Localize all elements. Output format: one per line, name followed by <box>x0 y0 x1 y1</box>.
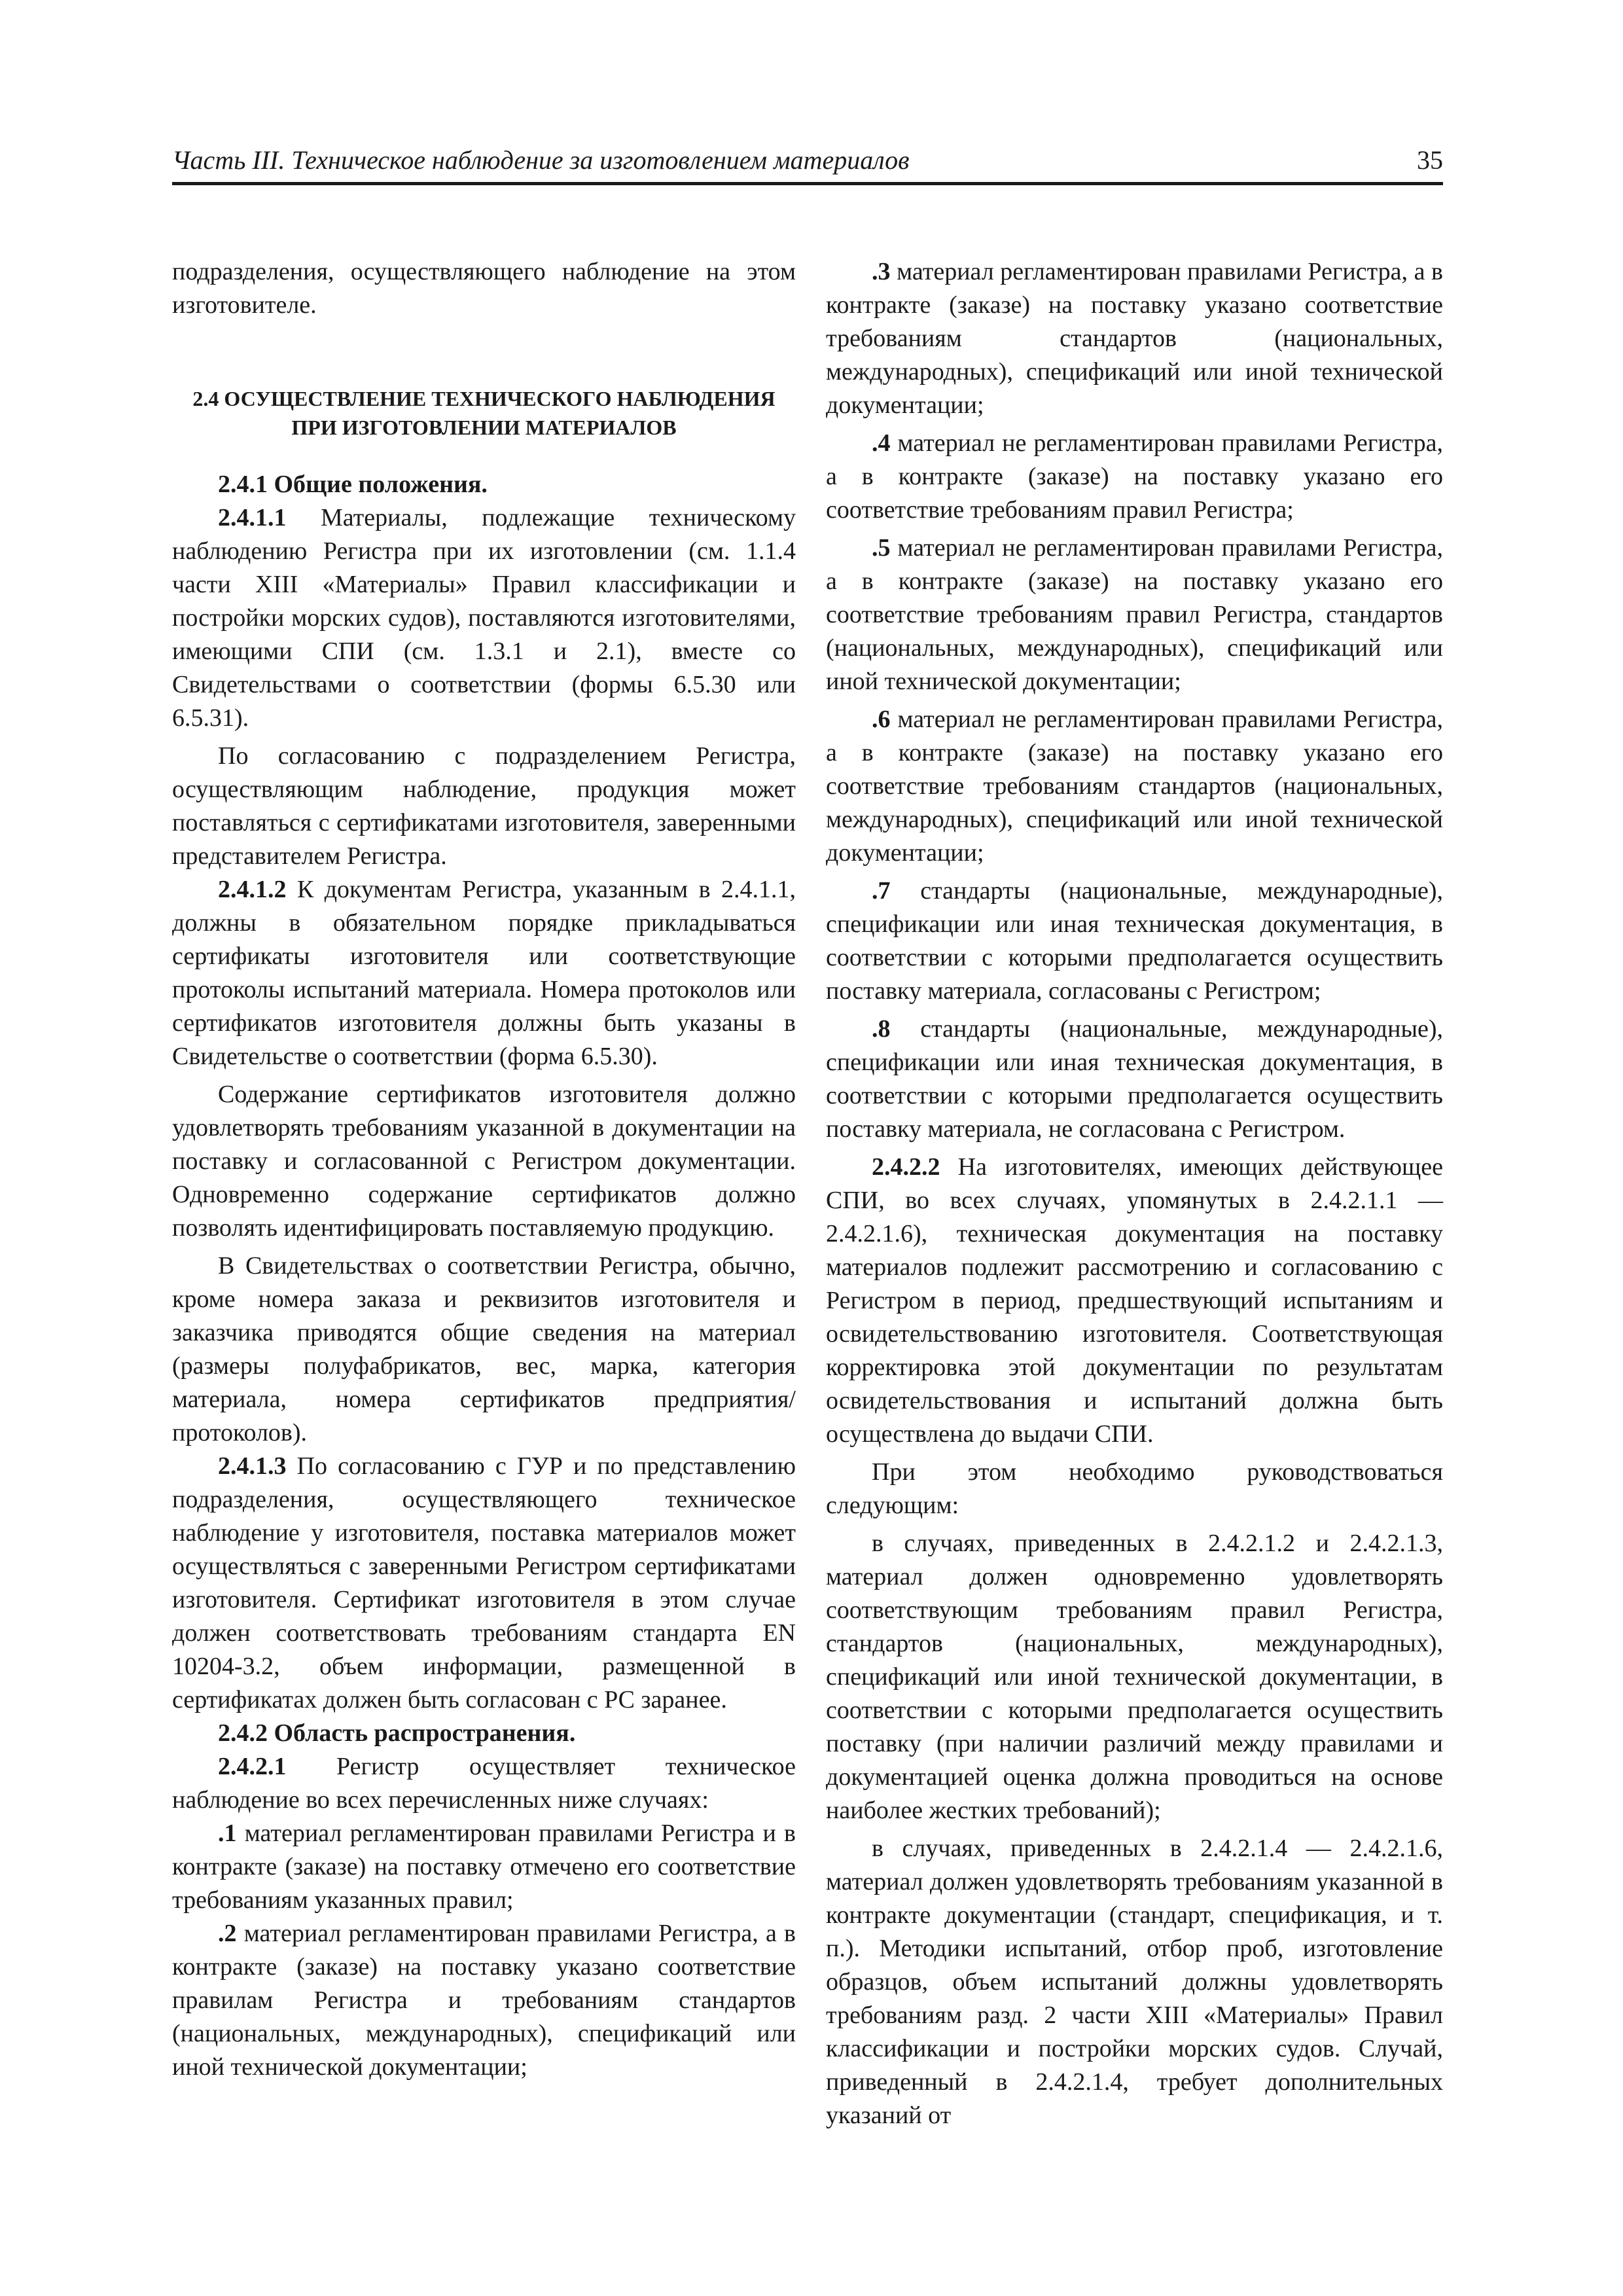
list-item-6 <box>826 703 1443 870</box>
running-header <box>172 143 1443 185</box>
list-item-3 <box>826 255 1443 422</box>
clause-text: К документам Регистра, указанным в 2.4.1.1, должны в обязательном порядке прикладываться сертификаты изготовителя или соответствующие протоколы испытаний материала. Номера протоколов или сертификатов изготовителя должны быть указаны в Свидетельстве о соответствии (форма 6.5.30). <box>172 876 796 1070</box>
clause-number: 2.4.1.2 <box>218 876 287 903</box>
clause-text: Материалы, подлежащие техническому наблюдению Регистра при их изготовлении (см. 1.1.4 части XIII «Материалы» Правил классификации и постройки морских судов), поставляются изготовителями, имеющими СПИ (см. 1.3.1 и 2.1), вместе со Свидетельствами о соответствии (формы 6.5.30 или 6.5.31). <box>172 504 796 732</box>
clause-text: По согласованию с ГУР и по представлению подразделения, осуществляющего техническое наблюдение у изготовителя, поставка материалов может осуществляться с заверенными Регистром сертификатами изготовителя. Сертификат изготовителя в этом случае должен соответствовать требованиям стандарта EN 10204-3.2, объем информации, размещенной в сертификатах должен быть согласован с РС заранее. <box>172 1452 796 1713</box>
item-number: .2 <box>218 1920 237 1947</box>
item-text: стандарты (национальные, международные), спецификации или иная техническая документация, в соответствии с которыми предполагается осуществить поставку материала, не согласована с Регистром. <box>826 1015 1443 1143</box>
item-number: .4 <box>872 429 891 457</box>
header-title: Часть III. Техническое наблюдение за изготовлением материалов <box>172 145 910 175</box>
clause-text: На изготовителях, имеющих действующее СПИ, во всех случаях, упомянутых в 2.4.2.1.1 — 2.4.2.1.6), техническая документация на поставку материалов подлежит рассмотрению и согласованию с Регистром в период, предшествующий испытаниям и освидетельствованию изготовителя. Соответствующая корректировка этой документации по результатам освидетельствования и испытаний должна быть осуществлена до выдачи СПИ. <box>826 1153 1443 1448</box>
item-text: стандарты (национальные, международные), спецификации или иная техническая документация, в соответствии с которыми предполагается осуществить поставку материала, согласованы с Регистром; <box>826 877 1443 1005</box>
right-column <box>826 255 1443 2132</box>
item-text: материал регламентирован правилами Регистра, а в контракте (заказе) на поставку указано соответствие требованиям стандартов (национальных, международных), спецификаций или иной технической документации; <box>826 258 1443 419</box>
list-item-7 <box>826 874 1443 1008</box>
paragraph-2-4-2-1 <box>172 1750 796 1817</box>
clause-number: 2.4.1.3 <box>218 1452 287 1480</box>
item-number: .1 <box>218 1820 237 1847</box>
paragraph-2-4-1-2 <box>172 873 796 1073</box>
item-number: .3 <box>872 258 891 285</box>
paragraph-certificate-content: Содержание сертификатов изготовителя должно удовлетворять требованиям указанной в документации на поставку и согласованной с Регистром документации. Одновременно содержание сертификатов должно позволять идентифицировать поставляемую продукцию. <box>172 1081 796 1242</box>
item-text: материал не регламентирован правилами Регистра, а в контракте (заказе) на поставку указано его соответствие требованиям стандартов (национальных, международных), спецификаций или иной технической документации; <box>826 706 1443 867</box>
paragraph-guidance: При этом необходимо руководствоваться следующим: <box>826 1458 1443 1519</box>
left-column <box>172 255 796 2084</box>
paragraph-2-4-1-1 <box>172 501 796 735</box>
paragraph-certificates-info: В Свидетельствах о соответствии Регистра, обычно, кроме номера заказа и реквизитов изготовителя и заказчика приводятся общие сведения на материал (размеры полуфабрикатов, вес, марка, категория материала, номера сертификатов предприятия/протоколов). <box>172 1252 796 1446</box>
clause-text: Регистр осуществляет техническое наблюдение во всех перечисленных ниже случаях: <box>172 1753 796 1814</box>
page-number: 35 <box>1417 145 1443 175</box>
list-item-1 <box>172 1817 796 1917</box>
subsection-heading-2-4-1 <box>172 468 796 501</box>
item-text: материал не регламентирован правилами Регистра, а в контракте (заказе) на поставку указано его соответствие требованиям правил Регистра, стандартов (национальных, международных), спецификаций или иной технической документации; <box>826 534 1443 695</box>
list-item-2 <box>172 1917 796 2084</box>
paragraph-cases-2-4-2-1-2: в случаях, приведенных в 2.4.2.1.2 и 2.4.2.1.3, материал должен одновременно удовлетворять соответствующим требованиям правил Регистра, стандартов (национальных, международных), спецификаций или иной технической документации, в соответствии с которыми предполагается осуществить поставку (при наличии различий между правилами и документацией оценка должна проводиться на основе наиболее жестких требований); <box>826 1530 1443 1824</box>
item-number: .5 <box>872 534 891 562</box>
paragraph-2-4-2-2 <box>826 1151 1443 1451</box>
paragraph-agreement: По согласованию с подразделением Регистра, осуществляющим наблюдение, продукция может поставляться с сертификатами изготовителя, заверенными представителем Регистра. <box>172 742 796 870</box>
list-item-5 <box>826 531 1443 698</box>
subsection-heading-2-4-2 <box>172 1717 796 1750</box>
clause-number: 2.4.2.1 <box>218 1753 287 1780</box>
paragraph-continuation: подразделения, осуществляющего наблюдение на этом изготовителе. <box>172 258 796 319</box>
item-text: материал не регламентирован правилами Регистра, а в контракте (заказе) на поставку указано его соответствие требованиям правил Регистра; <box>826 429 1443 524</box>
item-number: .7 <box>872 877 891 905</box>
clause-number: 2.4.2.2 <box>872 1153 940 1181</box>
list-item-8 <box>826 1013 1443 1146</box>
paragraph-2-4-1-3 <box>172 1450 796 1717</box>
item-number: .8 <box>872 1015 891 1043</box>
item-text: материал регламентирован правилами Регистра, а в контракте (заказе) на поставку указано соответствие правилам Регистра и требованиям стандартов (национальных, международных), спецификаций или иной технической документации; <box>172 1920 796 2081</box>
paragraph-cases-2-4-2-1-4: в случаях, приведенных в 2.4.2.1.4 — 2.4.2.1.6, материал должен удовлетворять требованиям указанной в контракте документации (стандарт, спецификация, и т. п.). Методики испытаний, отбор проб, изготовление образцов, объем испытаний должны удовлетворять требованиям разд. 2 части XIII «Материалы» Правил классификации и постройки морских судов. Случай, приведенный в 2.4.2.1.4, требует дополнительных указаний от <box>826 1835 1443 2129</box>
subsection-title: 2.4.2 Область распространения. <box>218 1719 576 1747</box>
subsection-title: 2.4.1 Общие положения. <box>218 471 488 498</box>
item-number: .6 <box>872 706 891 733</box>
section-heading-2-4: 2.4 ОСУЩЕСТВЛЕНИЕ ТЕХНИЧЕСКОГО НАБЛЮДЕНИЯ ПРИ ИЗГОТОВЛЕНИИ МАТЕРИАЛОВ <box>192 387 776 439</box>
item-text: материал регламентирован правилами Регистра и в контракте (заказе) на поставку отмечено его соответствие требованиям указанных правил; <box>172 1820 796 1914</box>
clause-number: 2.4.1.1 <box>218 504 287 531</box>
list-item-4 <box>826 427 1443 527</box>
